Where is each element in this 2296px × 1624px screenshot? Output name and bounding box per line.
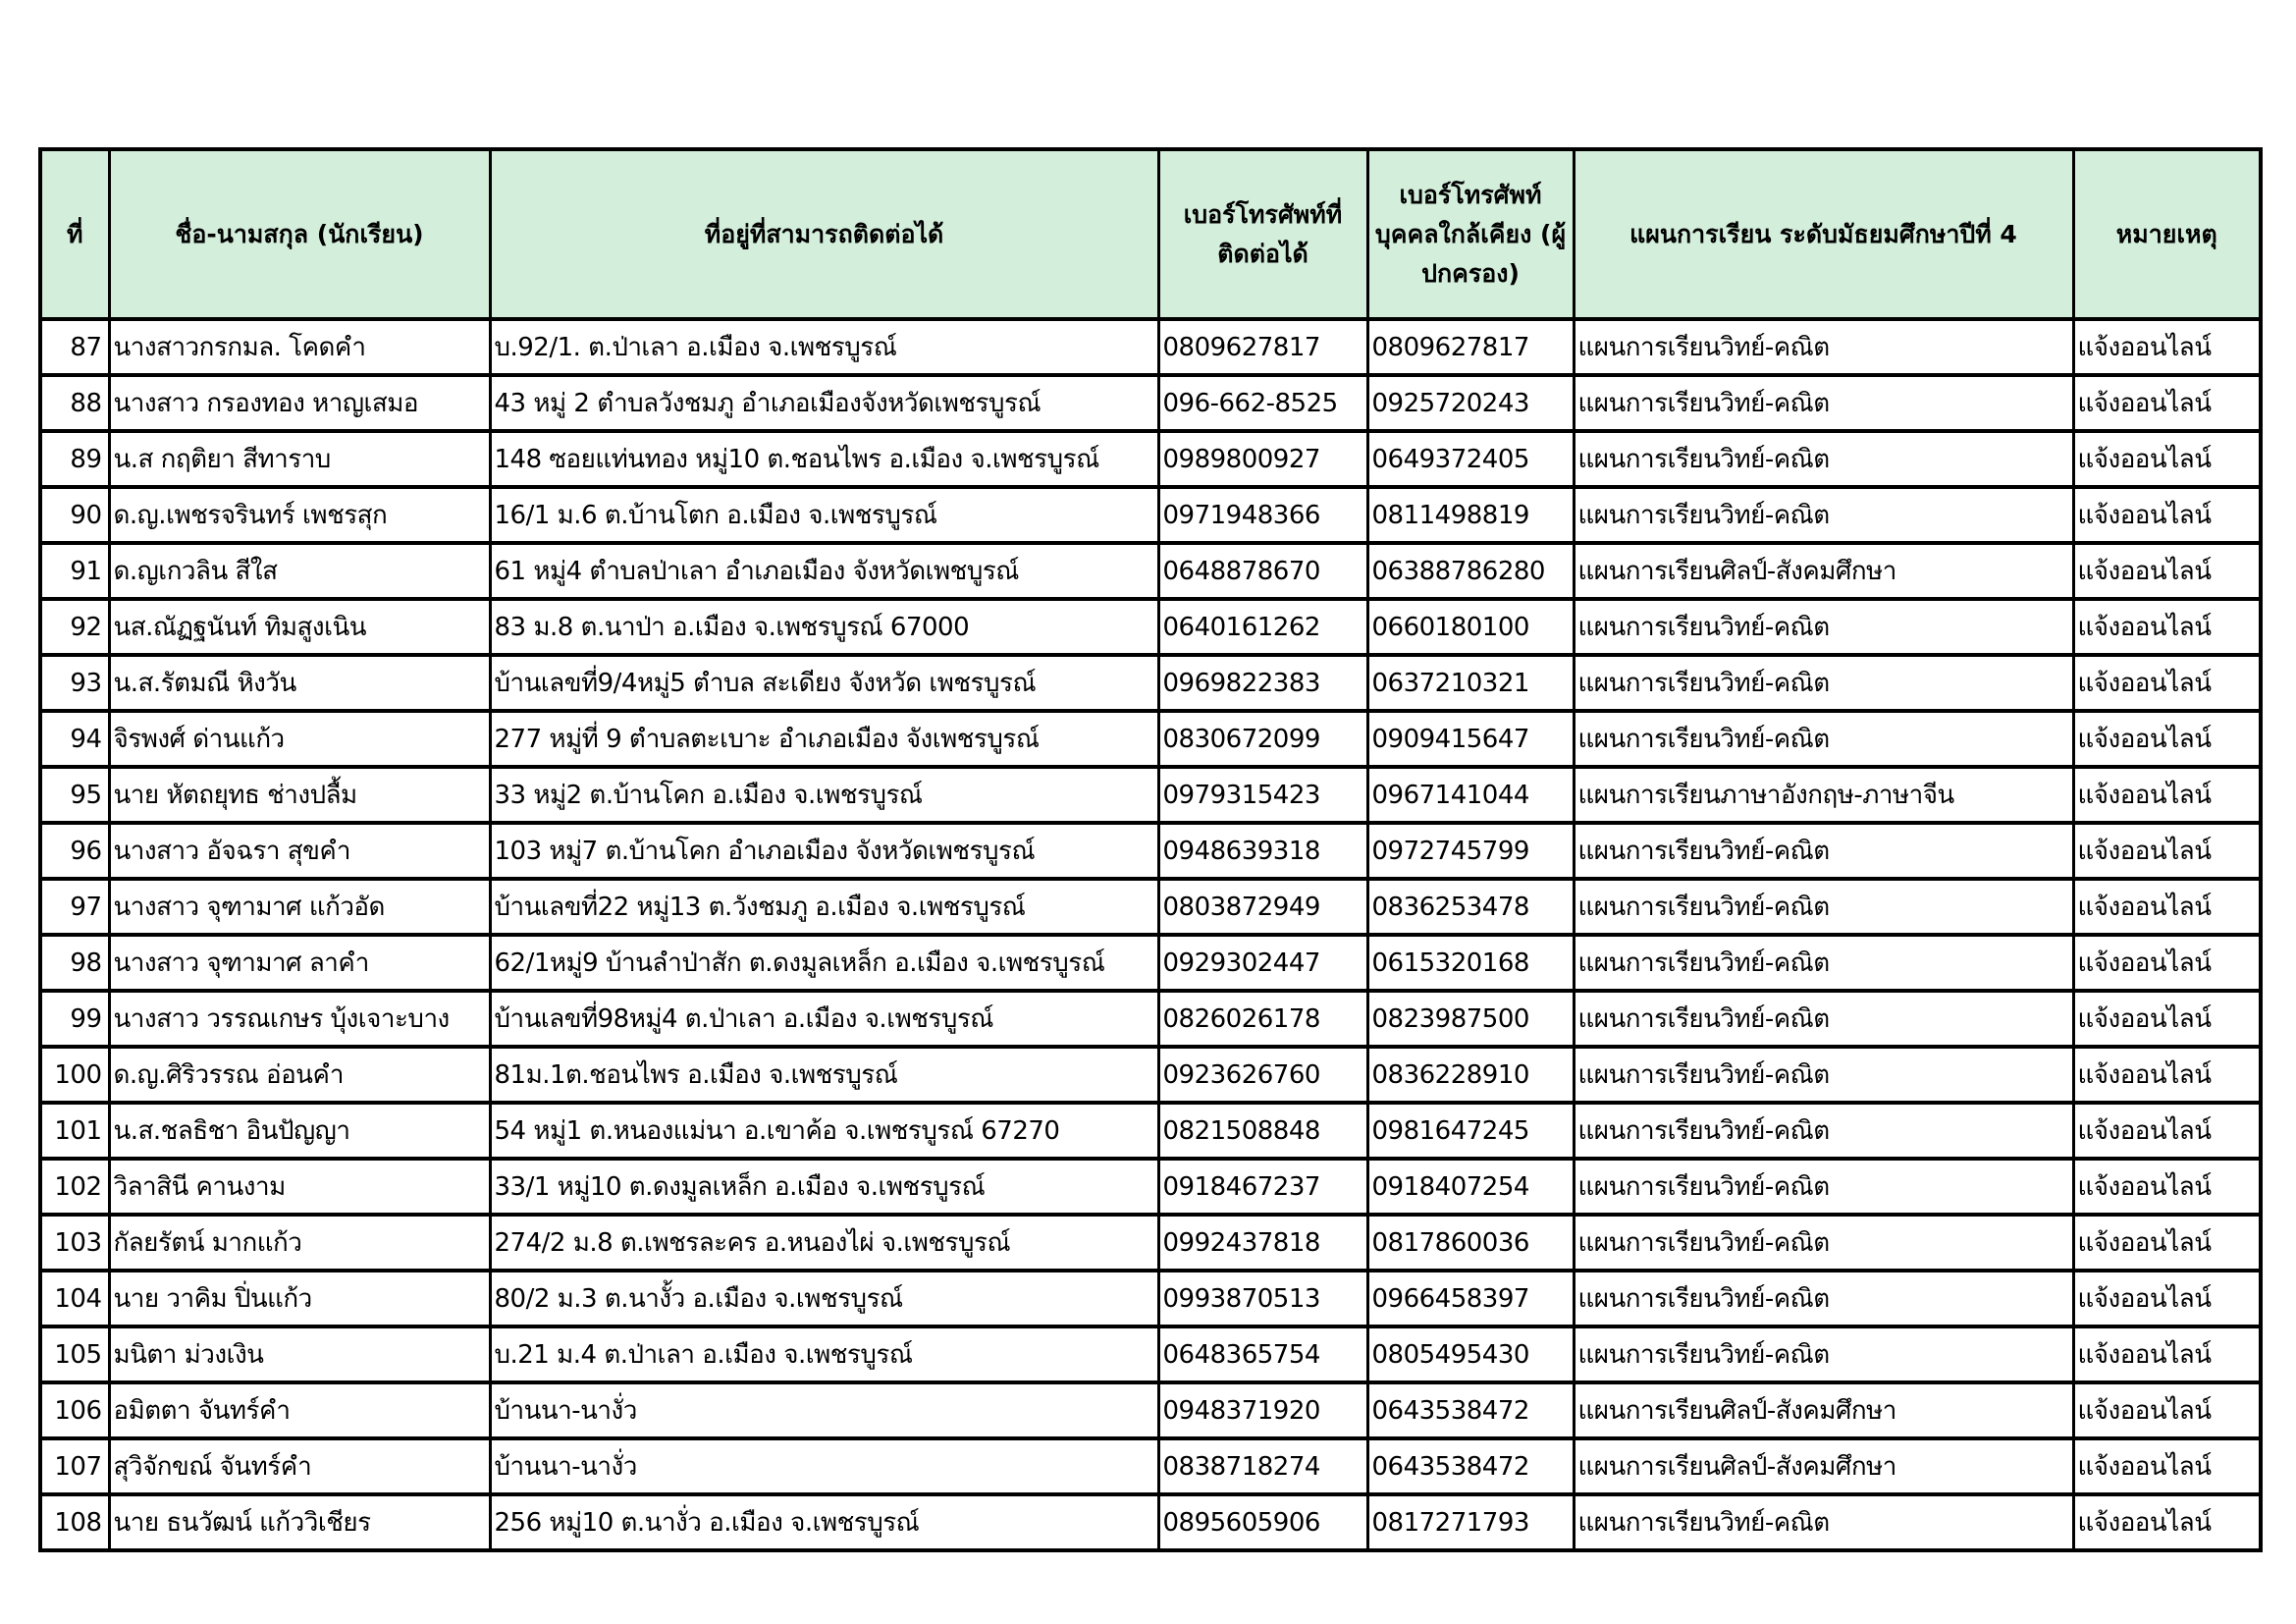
row-address: บ้านเลขที่98หมู่4 ต.ป่าเลา อ.เมือง จ.เพชรบูรณ์ [490,991,1158,1047]
row-plan: แผนการเรียนภาษาอังกฤษ-ภาษาจีน [1574,767,2073,823]
table-row [40,1494,2261,1550]
row-guardian-phone: 0660180100 [1367,599,1574,655]
row-address: 62/1หมู่9 บ้านลำป่าสัก ต.ดงมูลเหล็ก อ.เมือง จ.เพชรบูรณ์ [490,935,1158,991]
row-plan: แผนการเรียนวิทย์-คณิต [1574,655,2073,711]
row-address: บ้านเลขที่9/4หมู่5 ตำบล สะเดียง จังหวัด เพชรบูรณ์ [490,655,1158,711]
row-guardian-phone: 0615320168 [1367,935,1574,991]
row-note: แจ้งออนไลน์ [2073,1159,2261,1215]
row-no: 108 [40,1494,109,1550]
row-guardian-phone: 0918407254 [1367,1159,1574,1215]
row-note: แจ้งออนไลน์ [2073,711,2261,767]
row-plan: แผนการเรียนวิทย์-คณิต [1574,879,2073,935]
table-row [40,655,2261,711]
row-address: 80/2 ม.3 ต.นางั้ว อ.เมือง จ.เพชรบูรณ์ [490,1271,1158,1326]
row-plan: แผนการเรียนวิทย์-คณิต [1574,319,2073,375]
row-no: 106 [40,1382,109,1438]
row-plan: แผนการเรียนวิทย์-คณิต [1574,1047,2073,1103]
table-row [40,935,2261,991]
row-phone: 0989800927 [1158,431,1367,487]
row-note: แจ้งออนไลน์ [2073,1326,2261,1382]
table-row [40,1047,2261,1103]
row-note: แจ้งออนไลน์ [2073,655,2261,711]
row-name: น.ส.ชลธิชา อินปัญญา [109,1103,490,1159]
row-guardian-phone: 06388786280 [1367,543,1574,599]
header-name: ชื่อ-นามสกุล (นักเรียน) [109,149,490,319]
row-name: นางสาว วรรณเกษร บุ้งเจาะบาง [109,991,490,1047]
row-guardian-phone: 0805495430 [1367,1326,1574,1382]
table-row [40,375,2261,431]
row-plan: แผนการเรียนวิทย์-คณิต [1574,823,2073,879]
row-note: แจ้งออนไลน์ [2073,1047,2261,1103]
row-note: แจ้งออนไลน์ [2073,1271,2261,1326]
row-no: 99 [40,991,109,1047]
header-phone: เบอร์โทรศัพท์ที่ติดต่อได้ [1158,149,1367,319]
row-phone: 0993870513 [1158,1271,1367,1326]
row-address: 54 หมู่1 ต.หนองแม่นา อ.เขาค้อ จ.เพชรบูรณ์ 67270 [490,1103,1158,1159]
row-address: บ.92/1. ต.ป่าเลา อ.เมือง จ.เพชรบูรณ์ [490,319,1158,375]
row-plan: แผนการเรียนวิทย์-คณิต [1574,1159,2073,1215]
row-address: 33/1 หมู่10 ต.ดงมูลเหล็ก อ.เมือง จ.เพชรบูรณ์ [490,1159,1158,1215]
row-guardian-phone: 0836228910 [1367,1047,1574,1103]
table-row [40,1103,2261,1159]
row-no: 104 [40,1271,109,1326]
row-address: บ้านนา-นางั่ว [490,1438,1158,1494]
row-phone: 0821508848 [1158,1103,1367,1159]
table-row [40,1215,2261,1271]
row-phone: 0803872949 [1158,879,1367,935]
row-guardian-phone: 0925720243 [1367,375,1574,431]
row-no: 92 [40,599,109,655]
row-address: 103 หมู่7 ต.บ้านโคก อำเภอเมือง จังหวัดเพชรบูรณ์ [490,823,1158,879]
row-no: 90 [40,487,109,543]
row-address: 274/2 ม.8 ต.เพชรละคร อ.หนองไผ่ จ.เพชรบูรณ์ [490,1215,1158,1271]
table-row [40,991,2261,1047]
row-no: 94 [40,711,109,767]
row-no: 98 [40,935,109,991]
row-name: วิลาสินี คานงาม [109,1159,490,1215]
table-row [40,711,2261,767]
row-name: กัลยรัตน์ มากแก้ว [109,1215,490,1271]
row-phone: 0838718274 [1158,1438,1367,1494]
row-no: 97 [40,879,109,935]
row-name: นส.ณัฏฐนันท์ ทิมสูงเนิน [109,599,490,655]
row-plan: แผนการเรียนวิทย์-คณิต [1574,1103,2073,1159]
row-no: 100 [40,1047,109,1103]
row-plan: แผนการเรียนวิทย์-คณิต [1574,599,2073,655]
row-no: 105 [40,1326,109,1382]
row-phone: 0918467237 [1158,1159,1367,1215]
row-note: แจ้งออนไลน์ [2073,991,2261,1047]
row-no: 107 [40,1438,109,1494]
row-address: 83 ม.8 ต.นาป่า อ.เมือง จ.เพชรบูรณ์ 67000 [490,599,1158,655]
table-row [40,823,2261,879]
table-row [40,487,2261,543]
row-phone: 0979315423 [1158,767,1367,823]
row-guardian-phone: 0643538472 [1367,1382,1574,1438]
row-address: 43 หมู่ 2 ตำบลวังชมภู อำเภอเมืองจังหวัดเพชรบูรณ์ [490,375,1158,431]
row-phone: 0648365754 [1158,1326,1367,1382]
row-note: แจ้งออนไลน์ [2073,543,2261,599]
row-plan: แผนการเรียนวิทย์-คณิต [1574,1326,2073,1382]
table-row [40,1159,2261,1215]
row-name: ด.ญ.ศิริวรรณ อ่อนคำ [109,1047,490,1103]
row-plan: แผนการเรียนวิทย์-คณิต [1574,1494,2073,1550]
table-row [40,319,2261,375]
row-note: แจ้งออนไลน์ [2073,767,2261,823]
row-address: 277 หมู่ที่ 9 ตำบลตะเบาะ อำเภอเมือง จังเพชรบูรณ์ [490,711,1158,767]
row-guardian-phone: 0643538472 [1367,1438,1574,1494]
row-note: แจ้งออนไลน์ [2073,1438,2261,1494]
row-name: น.ส.รัตมณี หิงวัน [109,655,490,711]
header-plan: แผนการเรียน ระดับมัธยมศึกษาปีที่ 4 [1574,149,2073,319]
row-note: แจ้งออนไลน์ [2073,935,2261,991]
row-address: บ้านนา-นางั่ว [490,1382,1158,1438]
row-no: 88 [40,375,109,431]
table-row [40,431,2261,487]
row-guardian-phone: 0909415647 [1367,711,1574,767]
row-guardian-phone: 0966458397 [1367,1271,1574,1326]
row-note: แจ้งออนไลน์ [2073,1215,2261,1271]
table-row [40,879,2261,935]
row-note: แจ้งออนไลน์ [2073,823,2261,879]
header-guardian-phone: เบอร์โทรศัพท์บุคคลใกล้เคียง (ผู้ปกครอง) [1367,149,1574,319]
table-row [40,767,2261,823]
row-no: 102 [40,1159,109,1215]
row-phone: 0929302447 [1158,935,1367,991]
row-guardian-phone: 0817860036 [1367,1215,1574,1271]
row-name: นางสาว จุฑามาศ ลาคำ [109,935,490,991]
row-plan: แผนการเรียนวิทย์-คณิต [1574,711,2073,767]
row-no: 87 [40,319,109,375]
row-plan: แผนการเรียนศิลป์-สังคมศึกษา [1574,1382,2073,1438]
row-plan: แผนการเรียนวิทย์-คณิต [1574,487,2073,543]
row-name: นางสาวกรกมล. โคดคำ [109,319,490,375]
row-name: จิรพงศ์ ด่านแก้ว [109,711,490,767]
row-plan: แผนการเรียนวิทย์-คณิต [1574,1215,2073,1271]
row-guardian-phone: 0809627817 [1367,319,1574,375]
row-note: แจ้งออนไลน์ [2073,1382,2261,1438]
row-address: บ้านเลขที่22 หมู่13 ต.วังชมภู อ.เมือง จ.เพชรบูรณ์ [490,879,1158,935]
header-note: หมายเหตุ [2073,149,2261,319]
row-plan: แผนการเรียนวิทย์-คณิต [1574,1271,2073,1326]
row-note: แจ้งออนไลน์ [2073,431,2261,487]
row-note: แจ้งออนไลน์ [2073,879,2261,935]
header-no: ที่ [40,149,109,319]
row-guardian-phone: 0637210321 [1367,655,1574,711]
row-name: นาย ธนวัฒน์ แก้ววิเชียร [109,1494,490,1550]
row-plan: แผนการเรียนวิทย์-คณิต [1574,375,2073,431]
row-note: แจ้งออนไลน์ [2073,487,2261,543]
row-no: 91 [40,543,109,599]
row-guardian-phone: 0649372405 [1367,431,1574,487]
row-address: 148 ซอยแท่นทอง หมู่10 ต.ชอนไพร อ.เมือง จ.เพชรบูรณ์ [490,431,1158,487]
row-phone: 0992437818 [1158,1215,1367,1271]
row-phone: 0640161262 [1158,599,1367,655]
header-address: ที่อยู่ที่สามารถติดต่อได้ [490,149,1158,319]
row-phone: 0648878670 [1158,543,1367,599]
row-no: 101 [40,1103,109,1159]
row-note: แจ้งออนไลน์ [2073,319,2261,375]
row-note: แจ้งออนไลน์ [2073,1103,2261,1159]
row-no: 103 [40,1215,109,1271]
row-guardian-phone: 0967141044 [1367,767,1574,823]
row-plan: แผนการเรียนศิลป์-สังคมศึกษา [1574,1438,2073,1494]
row-name: ด.ญเกวลิน สีใส [109,543,490,599]
table-row [40,1271,2261,1326]
table-row [40,543,2261,599]
row-plan: แผนการเรียนวิทย์-คณิต [1574,935,2073,991]
row-name: นาย หัตถยุทธ ช่างปลื้ม [109,767,490,823]
table-row [40,599,2261,655]
row-address: 81ม.1ต.ชอนไพร อ.เมือง จ.เพชรบูรณ์ [490,1047,1158,1103]
row-phone: 0948639318 [1158,823,1367,879]
row-phone: 0830672099 [1158,711,1367,767]
row-address: บ.21 ม.4 ต.ป่าเลา อ.เมือง จ.เพชรบูรณ์ [490,1326,1158,1382]
row-guardian-phone: 0836253478 [1367,879,1574,935]
row-phone: 0826026178 [1158,991,1367,1047]
row-note: แจ้งออนไลน์ [2073,1494,2261,1550]
row-plan: แผนการเรียนศิลป์-สังคมศึกษา [1574,543,2073,599]
table-row [40,1438,2261,1494]
row-name: นางสาว จุฑามาศ แก้วอัด [109,879,490,935]
row-name: มนิตา ม่วงเงิน [109,1326,490,1382]
row-name: นาย วาคิม ปิ่นแก้ว [109,1271,490,1326]
row-no: 95 [40,767,109,823]
row-address: 33 หมู่2 ต.บ้านโคก อ.เมือง จ.เพชรบูรณ์ [490,767,1158,823]
row-phone: 0948371920 [1158,1382,1367,1438]
row-phone: 096-662-8525 [1158,375,1367,431]
row-phone: 0971948366 [1158,487,1367,543]
header-row [40,149,2261,319]
table-row [40,1382,2261,1438]
row-address: 61 หมู่4 ตำบลป่าเลา อำเภอเมือง จังหวัดเพชบูรณ์ [490,543,1158,599]
row-guardian-phone: 0981647245 [1367,1103,1574,1159]
row-no: 89 [40,431,109,487]
row-note: แจ้งออนไลน์ [2073,375,2261,431]
row-phone: 0969822383 [1158,655,1367,711]
row-name: นางสาว อัจฉรา สุขคำ [109,823,490,879]
row-guardian-phone: 0811498819 [1367,487,1574,543]
row-phone: 0809627817 [1158,319,1367,375]
row-name: นางสาว กรองทอง หาญเสมอ [109,375,490,431]
row-plan: แผนการเรียนวิทย์-คณิต [1574,991,2073,1047]
row-address: 16/1 ม.6 ต.บ้านโตก อ.เมือง จ.เพชรบูรณ์ [490,487,1158,543]
row-guardian-phone: 0823987500 [1367,991,1574,1047]
row-no: 93 [40,655,109,711]
row-phone: 0923626760 [1158,1047,1367,1103]
row-note: แจ้งออนไลน์ [2073,599,2261,655]
row-guardian-phone: 0972745799 [1367,823,1574,879]
row-name: อมิตตา จันทร์คำ [109,1382,490,1438]
row-address: 256 หมู่10 ต.นางั่ว อ.เมือง จ.เพชรบูรณ์ [490,1494,1158,1550]
row-no: 96 [40,823,109,879]
row-plan: แผนการเรียนวิทย์-คณิต [1574,431,2073,487]
row-name: น.ส กฤติยา สีทาราบ [109,431,490,487]
row-name: สุวิจักขณ์ จันทร์คำ [109,1438,490,1494]
student-contact-table [38,147,2263,1552]
row-phone: 0895605906 [1158,1494,1367,1550]
table-row [40,1326,2261,1382]
row-guardian-phone: 0817271793 [1367,1494,1574,1550]
row-name: ด.ญ.เพชรจรินทร์ เพชรสุก [109,487,490,543]
